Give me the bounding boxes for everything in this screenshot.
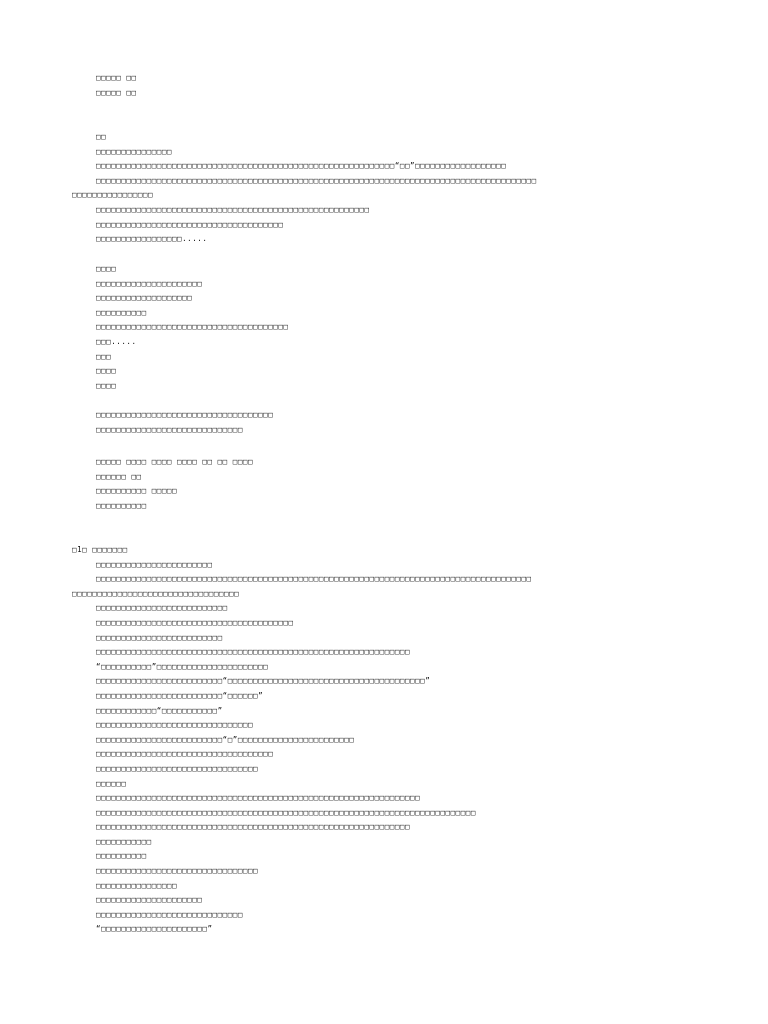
paragraph-3 — [72, 455, 712, 513]
list-item: □□□□□□□□□□□□□□□□□□□ — [96, 293, 193, 303]
intro-block — [72, 130, 712, 247]
chapter-line: □□□□□□□□□□□□□□□□□□□□□□□□□□□□□ — [96, 909, 243, 919]
paragraph-line: □□□□□□□□□□ — [96, 500, 147, 510]
chapter-line: □□□□□□□□□□□□□□□□□□□□□□□□□□□□□□□□□□□ — [96, 749, 274, 759]
intro-line: □□□□□□□□□□□□□□□□□□□□□□□□□□□□□□□□□□□□□□□□□□□□□□□□□□□□□□□□□□□“□□”□□□□□□□□□□□□□□□□□□ — [96, 161, 507, 171]
intro-line: □□□□□□□□□□□□□□□□□□□□□□□□□□□□□□□□□□□□□□□□□□□□□□□□□□□□□□ — [96, 204, 370, 214]
list-item: □□□ — [96, 351, 112, 361]
paragraph-line: □□□□□□□□□□ □□□□□ — [96, 486, 178, 496]
list-item: □□□□ — [96, 380, 117, 390]
intro-line: □□□□□□□□□□□□□□□□□□□□□□□□□□□□□□□□□□□□□ — [96, 219, 284, 229]
header-line-2: □□□□□ □□ — [96, 87, 137, 97]
chapter-line-wrap: □□□□□□□□□□□□□□□□□□□□□□□□□□□□□□□□□ — [72, 588, 240, 598]
chapter-line: “□□□□□□□□□□”□□□□□□□□□□□□□□□□□□□□□□ — [96, 661, 269, 671]
chapter-line: □□□□□□□□□□□ — [96, 836, 152, 846]
chapter-line: □□□□□□□□□□□□□□□□□□□□□□□□□“□□□□□□” — [96, 690, 264, 700]
intro-line: □□□□□□□□□□□□□□□ — [96, 146, 172, 156]
chapter-line: □□□□□□□□□□□□□□□□□□□□□□□□□“□”□□□□□□□□□□□□□□□□□□□□□□□ — [96, 734, 355, 744]
list-block — [72, 262, 712, 393]
header-line-1: □□□□□ □□ — [96, 73, 137, 82]
paragraph-line: □□□□□□ □□ — [96, 471, 142, 481]
paragraph-line: □□□□□□□□□□□□□□□□□□□□□□□□□□□□□ — [96, 424, 243, 434]
chapter-line: □□□□□□□□□□□□□□□□□□□□□□□□□□□□□□□□□□□□□□□□□□□□□□□□□□□□□□□□□□□□□□ — [96, 647, 411, 657]
paragraph-2 — [72, 408, 712, 437]
list-heading: □□□□ — [96, 264, 117, 273]
chapter-line: □□□□□□□□□□□□□□□□□□□□□□□□□“□□□□□□□□□□□□□□□□□□□□□□□□□□□□□□□□□□□□□□□” — [96, 676, 431, 686]
chapter-title: □1□ □□□□□□□ — [72, 545, 128, 554]
list-item: □□□□□□□□□□□□□□□□□□□□□□□□□□□□□□□□□□□□□□ — [96, 322, 289, 332]
chapter-line: □□□□□□□□□□□□□□□□ — [96, 880, 178, 890]
chapter-line: □□□□□□□□□□□□□□□□□□□□□□□□□□□□□□□□ — [96, 763, 259, 773]
chapter-line: □□□□□□□□□□□□□□□□□□□□□□□□□□□□□□□□□□□□□□□ — [96, 617, 294, 627]
intro-line: □□□□□□□□□□□□□□□□□□□□□□□□□□□□□□□□□□□□□□□□□□□□□□□□□□□□□□□□□□□□□□□□□□□□□□□□□□□□□□□□□□□□□□□ — [96, 175, 537, 185]
chapter-line: □□□□□□□□□□□□“□□□□□□□□□□□” — [96, 705, 223, 715]
chapter-line: “□□□□□□□□□□□□□□□□□□□□□” — [96, 924, 213, 934]
paragraph-line: □□□□□□□□□□□□□□□□□□□□□□□□□□□□□□□□□□□ — [96, 410, 274, 419]
paragraph-line: □□□□□ □□□□ □□□□ □□□□ □□ □□ □□□□ — [96, 457, 254, 466]
list-item: □□□□□□□□□□ — [96, 307, 147, 317]
header-block — [72, 71, 712, 100]
chapter-line: □□□□□□□□□□□□□□□□□□□□□□□□□□□□□□□□□□□□□□□□□□□□□□□□□□□□□□□□□□□□□□□□□□□□□□□□□□□□□□□□□□□□□□ — [96, 574, 532, 584]
intro-line: □□□□□□□□□□□□□□□□□..... — [96, 234, 208, 244]
chapter-1 — [72, 543, 712, 937]
chapter-line: □□□□□□□□□□□□□□□□□□□□□□□□□□□□□□□□□□□□□□□□□□□□□□□□□□□□□□□□□□□□□□□□ — [96, 793, 421, 803]
chapter-line: □□□□□□□□□□□□□□□□□□□□□ — [96, 895, 203, 905]
chapter-line: □□□□□□□□□□□□□□□□□□□□□□□□□□□□□□□□□□□□□□□□□□□□□□□□□□□□□□□□□□□□□□□□□□□□□□□□□□□ — [96, 807, 476, 817]
chapter-line: □□□□□□□□□□□□□□□□□□□□□□□□□□ — [96, 603, 228, 613]
intro-heading: □□ — [96, 132, 107, 141]
chapter-line: □□□□□□□□□□ — [96, 851, 147, 861]
intro-line-wrap: □□□□□□□□□□□□□□□□ — [72, 190, 154, 200]
chapter-line: □□□□□□□□□□□□□□□□□□□□□□□□□□□□□□□□ — [96, 866, 259, 876]
list-item: □□□□□□□□□□□□□□□□□□□□□ — [96, 278, 203, 288]
chapter-line: □□□□□□□□□□□□□□□□□□□□□□□□□□□□□□□ — [96, 720, 254, 730]
chapter-line: □□□□□□□□□□□□□□□□□□□□□□□□□ — [96, 632, 223, 642]
chapter-line: □□□□□□ — [96, 778, 127, 788]
chapter-line: □□□□□□□□□□□□□□□□□□□□□□□ — [96, 559, 213, 569]
list-item: □□□..... — [96, 336, 137, 346]
chapter-line: □□□□□□□□□□□□□□□□□□□□□□□□□□□□□□□□□□□□□□□□□□□□□□□□□□□□□□□□□□□□□□ — [96, 822, 411, 832]
list-item: □□□□ — [96, 366, 117, 376]
